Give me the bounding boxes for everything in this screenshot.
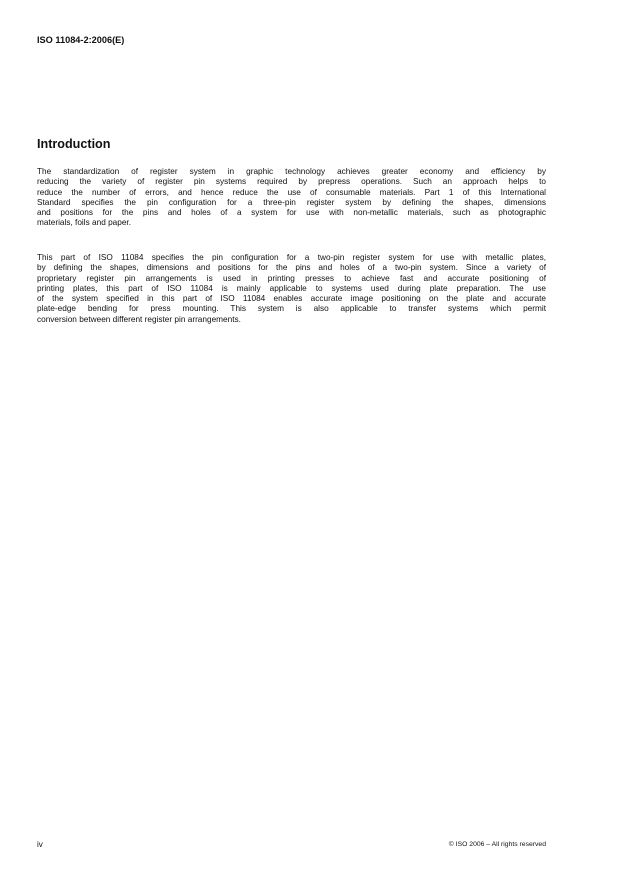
section-title: Introduction bbox=[37, 137, 111, 151]
text-line: of the system specified in this part of ISO 11084 enables accurate image positioning on the plate and accurate bbox=[37, 294, 546, 304]
text-line: reduce the number of errors, and hence reduce the use of consumable materials. Part 1 of this International bbox=[37, 187, 546, 197]
document-id-header: ISO 11084-2:2006(E) bbox=[37, 35, 125, 45]
text-line: plate-edge bending for press mounting. This system is also applicable to transfer systems which permit bbox=[37, 304, 546, 314]
text-line: conversion between different register pin arrangements. bbox=[37, 314, 241, 324]
paragraph-1 bbox=[37, 167, 546, 229]
text-line: materials, foils and paper. bbox=[37, 218, 132, 228]
copyright-notice: © ISO 2006 – All rights reserved bbox=[448, 841, 546, 848]
text-line: reducing the variety of register pin systems required by prepress operations. Such an approach helps to bbox=[37, 177, 546, 187]
page-number: iv bbox=[37, 840, 43, 849]
text-line: and positions for the pins and holes of a system for use with non-metallic materials, such as photographic bbox=[37, 208, 546, 218]
text-line: proprietary register pin arrangements is used in printing presses to achieve fast and accurate positioning of bbox=[37, 273, 546, 283]
text-line: This part of ISO 11084 specifies the pin configuration for a two-pin register system for use with metallic plates, bbox=[37, 253, 546, 262]
text-line: by defining the shapes, dimensions and positions for the pins and holes of a two-pin system. Since a variety of bbox=[37, 263, 546, 273]
text-line: printing plates, this part of ISO 11084 is mainly applicable to systems used during plate preparation. The use bbox=[37, 283, 546, 293]
paragraph-2 bbox=[37, 253, 546, 325]
text-line: Standard specifies the pin configuration for a three-pin register system by defining the shapes, dimensions bbox=[37, 197, 546, 207]
text-line: The standardization of register system in graphic technology achieves greater economy and efficiency by bbox=[37, 167, 546, 176]
